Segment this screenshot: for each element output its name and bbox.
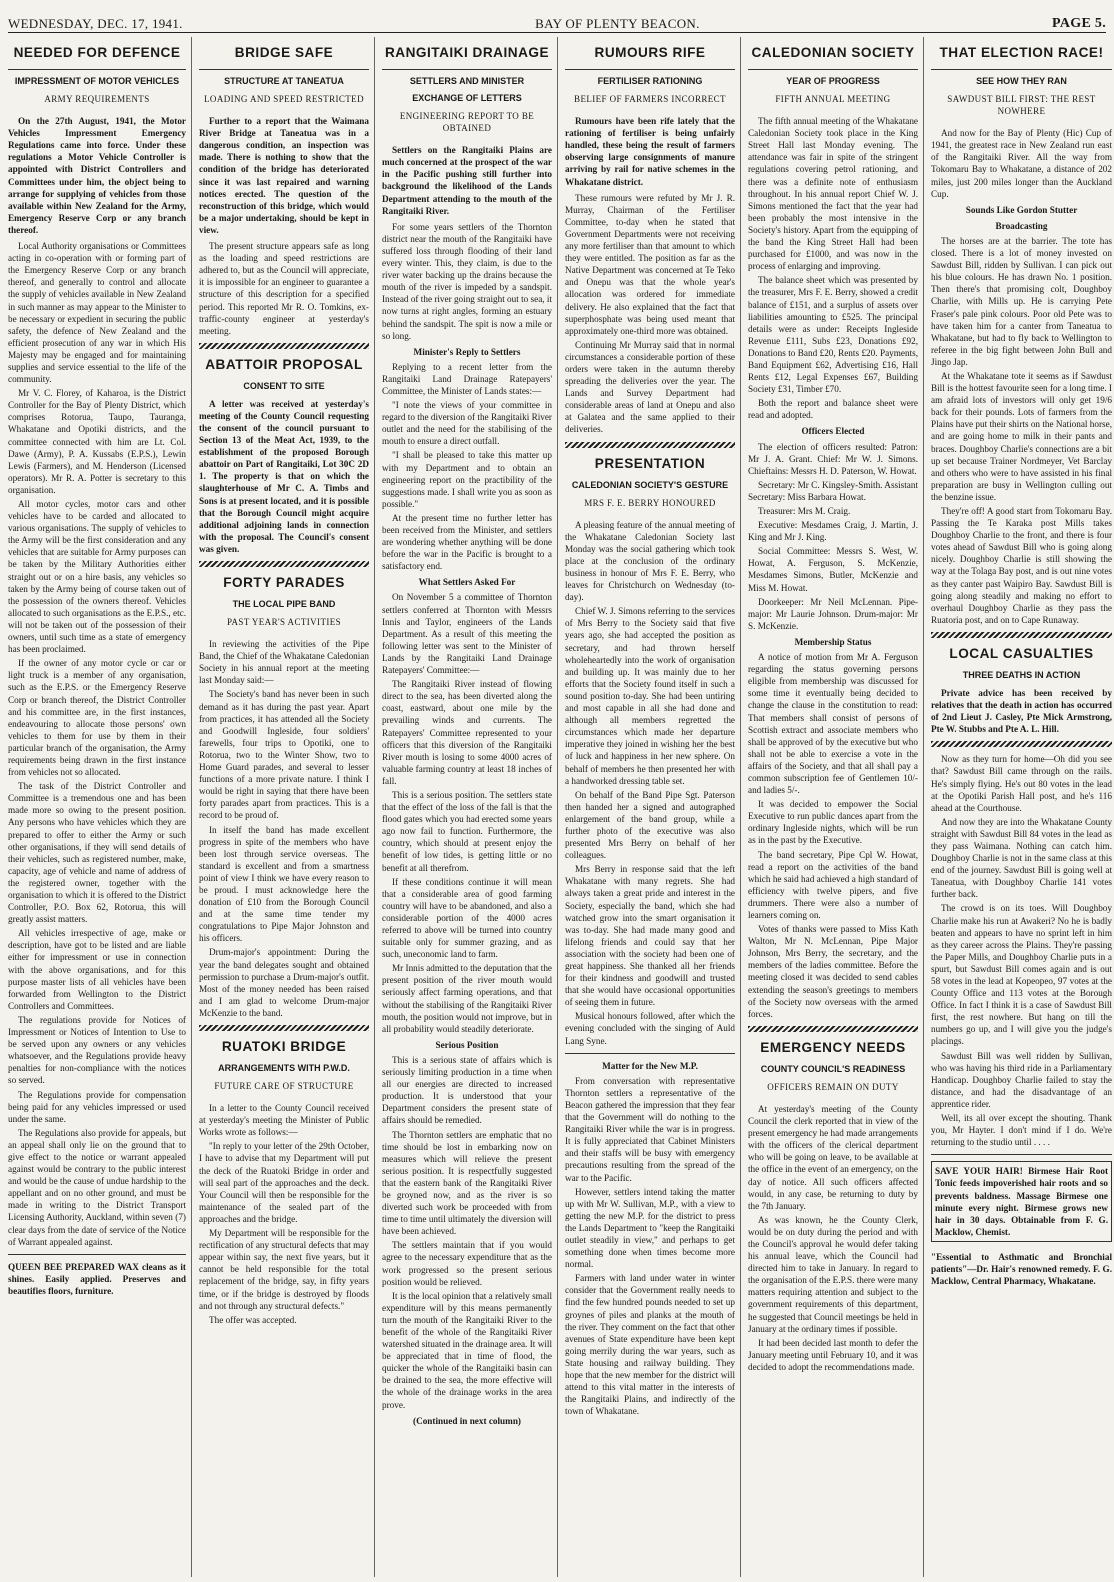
paragraph: And now for the Bay of Plenty (Hic) Cup of 1941, the greatest race in New Zealand run east of the Rangitaiki River. All the way from Tokomaru Bay to Whakatane, a distance of 202 miles, just 200 miles longer than the Auckland Cup. [931, 128, 1112, 199]
paragraph: The regulations provide for Notices of Impressment or Notices of Intention to Use to be served upon any owners or any vehicles whatsoever, and the Regulations provide heavy penalties for non-compliance with the notices so served. [8, 1014, 186, 1086]
section-heading: Sounds Like Gordon Stutter [965, 204, 1078, 215]
paragraph: The election of officers resulted: Patron: Mr J. A. Grant. Chief: Mr W. J. Simons. Chieftains: Messrs H. D. Paterson, W. Howat. [748, 441, 918, 476]
lead-paragraph: Private advice has been received by relatives that the death in action has occurred of 2nd Lieut J. Casley, Pte Mick Armstrong, Pte W. Stubbs and Pte A. L. Hill. [931, 687, 1112, 735]
headline-caledonian-society: CALEDONIAN SOCIETY [751, 45, 915, 60]
kicker: FUTURE CARE OF STRUCTURE [214, 1081, 354, 1091]
paragraph: Musical honours followed, after which the evening concluded with the singing of Auld Lang Syne. [565, 1011, 735, 1046]
paragraph: The task of the District Controller and Committee is a tremendous one and has been made more so owing to the present position. Any persons who have vehicles which they are prepared to offer to either the Army or such other organisations, if they will send details of their vehicles, such as registered number, make, capacity, age of vehicle and name of address of the registered owner, together with the organisation to which it is offered to the District Controller, P.O. Box 62, Rotorua, this will greatly assist matters. [8, 781, 186, 925]
paragraph: Mr V. C. Florey, of Kaharoa, is the District Controller for the Bay of Plenty District, which comprises Rotorua, Taupo, Tauranga, Whakatane and Opotiki districts, and the committee connected with him are Lt. Col. Dawe (Army), P. A. Kussabs (E.P.S.), Lewin Lewis (Farmers), and M. Henderson (Licensed operators). Mr R. A. Potter is secretary to this organisation. [8, 388, 186, 495]
paragraph: The Regulations provide for compensation being paid for any vehicles impressed or used under the same. [8, 1089, 186, 1124]
section-heading: Minister's Reply to Settlers [413, 346, 521, 357]
masthead [8, 6, 1106, 33]
advertisement-asthma-remedy: "Essential to Asthmatic and Bronchial patients"—Dr. Hair's renowned remedy. F. G. Macklow, Central Pharmacy, Whakatane. [931, 1252, 1112, 1287]
paragraph: Social Committee: Messrs S. West, W. Howat, A. Ferguson, S. McKenzie, Mesdames Simons, Butler, McKenzie and Miss M. Howat. [748, 546, 918, 593]
paragraph: It had been decided last month to defer the January meeting until February 10, and it was decided to adopt the recommendations made. [748, 1337, 918, 1372]
paragraph: It is the local opinion that a relatively small expenditure will by this means permanently turn the mouth of the Rangitaiki River to the benefit of the whole of the Rangitaiki River watershed situated in the drainage area. It will be appreciated that in time of flood, the quicker the whole of the Rangitaiki basin can be drained to the sea, the more effective will the whole of the drainage works in the area prove. [382, 1290, 552, 1410]
paragraph: The fifth annual meeting of the Whakatane Caledonian Society took place in the King Street Hall last Monday evening. The attendance was fair in spite of the stringent regulations covering petrol rationing, and there was a definite note of enthusiasm throughout. In his annual report Chief W. J. Simons mentioned the fact that the year had been probably the most intensive in the Society's history. Apart from the equipping of the band the King Street Hall had been purchased for £1000, and was now in the process of enlarging and improving. [748, 116, 918, 272]
subheadline: FERTILISER RATIONING [597, 76, 703, 86]
column-2 [199, 37, 375, 1577]
divider [565, 69, 735, 70]
divider [8, 1254, 186, 1255]
headline-forty-parades: FORTY PARADES [223, 575, 345, 590]
paragraph: If the owner of any motor cycle or car or light truck is a member of any organisation, such as the E.P.S. or the Emergency Reserve Corp or branch thereof, the District Controller and his committee are, in the first instances, endeavouring to allocate those persons' own vehicles to them for use by them in their particular branch of the organisation, the Army requirements being drawn in the first instance from vehicles not so allocated. [8, 658, 186, 778]
kicker: FIFTH ANNUAL MEETING [775, 94, 891, 104]
subheadline: STRUCTURE AT TANEATUA [224, 76, 344, 86]
paragraph: Chief W. J. Simons referring to the services of Mrs Berry to the Society said that five years ago, she had accepted the position as secretary, and had thrown herself wholeheartedly into the work of organisation and building up. It was mainly due to her efforts that the Society found itself in such a sound position to-day. She had been untiring and most capable in all she had done and although all members regretted the circumstances which made her departure imperative they joined in wishing her the best of luck and happiness in her new sphere. On behalf of members he then presented her with a handworked dressing table set. [565, 606, 735, 786]
kicker: OFFICERS REMAIN ON DUTY [767, 1081, 899, 1092]
column-1 [8, 37, 192, 1577]
paragraph: "I note the views of your committee in regard to the diversion of the Rangitaiki River outlet and the need for the stabilising of the mouth to ensure a direct outfall. [382, 400, 552, 447]
subheadline: ARRANGEMENTS WITH P.W.D. [218, 1063, 350, 1073]
section-heading: Matter for the New M.P. [602, 1060, 698, 1071]
paragraph: A notice of motion from Mr A. Ferguson regarding the status governing persons eligible from membership was discussed for some time it eventually being decided to change the clause in the constitution to read: That members shall consist of persons of Scottish extract and associate members who shall be approved of by the executive but who shall not be able to exercise a vote in the affairs of the Society, and that all shall pay a common subscription fee of Gentlemen 10/- and ladies 5/-. [748, 652, 918, 796]
divider [8, 69, 186, 70]
paragraph: On behalf of the Band Pipe Sgt. Paterson then handed her a signed and autographed enlargement of the band group, while a further photo of the executive was also presented Mrs Berry on behalf of her colleagues. [565, 789, 735, 861]
subheadline: YEAR OF PROGRESS [786, 76, 880, 86]
paragraph: From conversation with representative Thornton settlers a representative of the Beacon gathered the impression that they fear that the Government will do nothing to the Rangitaiki River while the war is in progress. It is fully appreciated that Cabinet Ministers and their staffs will be busy with emergency precautions resulting from the spread of the war to the Pacific. [565, 1075, 735, 1183]
paragraph: And now they are into the Whakatane County straight with Sawdust Bill 84 votes in the lead as they pass Waimana. Nothing can catch him. Doughboy Charlie is not in the same class at this end of the journey. Sawdust Bill is going well at Taneatua, with Doughboy Charlie 141 votes further back. [931, 816, 1112, 900]
paragraph: Drum-major's appointment: During the year the band delegates sought and obtained permission to purchase a Drum-major's outfit. Most of the money needed has been raised and I am glad to welcome Drum-major McKenzie to the band. [199, 947, 369, 1018]
section-heading: What Settlers Asked For [418, 577, 516, 588]
paragraph: Mrs Berry in response said that the left Whakatane with many regrets. She had always taken a great pride and interest in the Society, especially the band, which she had watched grow into the smart organisation it was to-day. She had made many good and lifelong friends and could say that her association with the society had been one of great happiness. She thanked all her friends for their kindness and goodwill and trusted that she would have occasional opportunities of seeing them in future. [565, 864, 735, 1008]
kicker: PAST YEAR'S ACTIVITIES [226, 617, 342, 627]
paragraph: All motor cycles, motor cars and other vehicles have to be carded and allocated to various organisations. The supply of vehicles to the Army will be the first consideration and any vehicles that are suitable for Army purposes can be taken by the Military Authorities either straight out or on a hire basis, any vehicles so taken by the Army being of course taken out of the possession of the owners thereof. Vehicles allocated to such organisations as the E.P.S., etc. will not be taken out of the possession of their owners, until such time as a state of emergency has been proclaimed. [8, 499, 186, 655]
headline-bridge-safe: BRIDGE SAFE [234, 45, 334, 60]
paragraph: The Regulations also provide for appeals, but an appeal shall only lie on the ground that to give effect to the notice or warrant appealed against would be contrary to the public interest and would be the cause of undue hardship to the appellant and on no other ground, and must be made in writing to the District Transport Licensing Authority, Auckland, within seven (7) clear days from the date of service of the Notice of Warrant appealed against. [8, 1127, 186, 1247]
headline-local-casualties: LOCAL CASUALTIES [949, 645, 1094, 661]
divider [931, 69, 1112, 70]
paragraph: In reviewing the activities of the Pipe Band, the Chief of the Whakatane Caledonian Society in his annual report at the meeting last Monday said:— [199, 639, 369, 686]
paragraph: The band secretary, Pipe Cpl W. Howat, read a report on the activities of the band which he said had achieved a high standard of efficiency with twelve pipers, and five drummers. There were also a number of learners coming on. [748, 849, 918, 920]
subheadline: THE LOCAL PIPE BAND [232, 599, 336, 609]
paragraph: This is a serious position. The settlers state that the effect of the loss of the fall is that the flood gates which you had erected some years ago now fail to function. Furthermore, the country, which should at present enjoy the benefit of low tides, is getting little or no benefit at all therefrom. [382, 789, 552, 873]
paragraph: The offer was accepted. [209, 1314, 297, 1325]
advertisement-hair-tonic: SAVE YOUR HAIR! Birmese Hair Root Tonic feeds impoverished hair roots and so prevents baldness. Massage Birmese one minute every night. Birmese grows new hair in 30 days. Obtainable from F. G. Macklow, Chemist. [931, 1161, 1112, 1242]
paragraph: They're off! A good start from Tokomaru Bay. Passing the Te Karaka post Mills takes Doughboy Charlie to the front, and there is four votes ahead of Sawdust Bill who is going along nicely. Doughboy Charlie is still showing the way at the Tolaga Bay post, and is out nine votes as they canter past Waipiro Bay. Sawdust Bill is going along steadily and making no effort to overhaul Doughboy Charlie as they pass the Ruatoria post, and on to Cape Runaway. [931, 506, 1112, 625]
paragraph: Now as they turn for home—Oh did you see that? Sawdust Bill came through on the rails. He's simply flying. He's out 80 votes in the lead at the Opotiki Parish Hall post, and he's 116 ahead at the Courthouse. [931, 754, 1112, 813]
paragraph: On November 5 a committee of Thornton settlers conferred at Thornton with Messrs Innis and Taylor, engineers of the Lands Department. As a result of this meeting the following letter was sent to the Minister of Lands by the Rangitaiki Land Drainage Ratepayers' Committee:— [382, 592, 552, 676]
article-columns [8, 37, 1112, 1577]
section-heading: Broadcasting [995, 220, 1048, 231]
paper-title: BAY OF PLENTY BEACON. [535, 16, 700, 31]
paragraph: Treasurer: Mrs M. Craig. [758, 506, 851, 516]
paragraph: The horses are at the barrier. The tote has closed. There is a lot of money invested on Sawdust Bill, ridden by Sullivan. I can pick out his blue colours. He has drawn No. 1 position. Then there's that promising colt, Doughboy Charlie, with Mills up. He is carrying Pete Fraser's pale pink colours. Poor old Pete was to have taken him for a canter from Taneatua to Whakatane, but had to fly back to Wellington to referee in the big fight between John Bull and Jingo Jap. [931, 235, 1112, 367]
paragraph: Executive: Mesdames Craig, J. Martin, J. King and Mr J. King. [748, 520, 918, 543]
headline-presentation: PRESENTATION [594, 455, 706, 471]
column-3 [382, 37, 558, 1577]
subheadline: CALEDONIAN SOCIETY'S GESTURE [571, 479, 729, 490]
paragraph: It was decided to empower the Social Executive to run public dances apart from the ordinary Ingleside nights, which will be run as in the past by the Executive. [748, 799, 918, 846]
divider [199, 69, 369, 70]
continuation-note: (Continued in next column) [413, 1415, 521, 1426]
paragraph: Secretary: Mr C. Kingsley-Smith. Assistant Secretary: Miss Barbara Howat. [748, 479, 918, 502]
paragraph: "In reply to your letter of the 29th October, I have to advise that my Department will put the deck of the Ruatoki Bridge in order and will seal part of the approaches and the deck. Your Council will then be responsible for the maintenance of the sealed part of the approaches and the bridge. [199, 1141, 369, 1224]
paragraph: If these conditions continue it will mean that a considerable area of good farming country will have to be abandoned, and also a considerable portion of the 4000 acres referred to above will be turned into country suitable only for summer grazing, and as such, uneconomic land to farm. [382, 876, 552, 960]
paragraph: At yesterday's meeting of the County Council the clerk reported that in view of the present emergency he had made arrangements with the officers of the clerical department who will be going on leave, to be available at the office in the event of an emergency, on the day of notice. All such officers affected would, in any case, be returning to duty by the 7th January. [748, 1103, 918, 1211]
paragraph: As was known, he the County Clerk, would be on duty during the period and with the Council's approval he would defer taking his annual leave, which the Council had directed him to take in January. In regard to the organisation of the E.P.S. there were many matters requiring attention and subject to the government requirements of this department, he suggested that Council meetings be held in January at the ordinary times if possible. [748, 1214, 918, 1334]
ornamental-divider [199, 1025, 369, 1031]
lead-paragraph: A letter was received at yesterday's meeting of the County Council requesting the consent of the council pursuant to Section 13 of the Meat Act, 1939, to the establishment of the proposed Borough abattoir on Part of Rangitaiki, Lot 30C 2D 1. The property is that on which the slaughterhouse of Mr C. A. Timbs and Sons is at present located, and it is possible that the Borough Council might acquire additional adjoining lands in connection with the proposal. The Council's consent was given. [199, 398, 369, 554]
section-heading: Officers Elected [801, 426, 865, 437]
issue-date: WEDNESDAY, DEC. 17, 1941. [8, 16, 183, 31]
headline-rumours-rife: RUMOURS RIFE [594, 45, 706, 60]
section-heading: Serious Position [435, 1039, 499, 1050]
paragraph: The balance sheet which was presented by the treasurer, Mrs F. E. Berry, showed a credit balance of £151, and a surplus of assets over liabilities amounting to £525. The principal details were as under: Receipts Ingleside Revenue £111, Subs £23, Donations £92, Donations to Band £20, Rents £20. Payments, Band Equipment £62, Advertising £16, Hall Rents £12, Legal Expenses £67, Building Society £31, Timber £70. [748, 275, 918, 395]
paragraph: Replying to a recent letter from the Rangitaiki Land Drainage Ratepayers' Committee, the Minister of Lands states:— [382, 361, 552, 396]
ornamental-divider [748, 1026, 918, 1032]
ornamental-divider [931, 632, 1112, 638]
headline-ruatoki-bridge: RUATOKI BRIDGE [221, 1039, 347, 1054]
paragraph: The Rangitaiki River instead of flowing direct to the sea, has been diverted along the coast, eastward, about one mile by the prevailing winds and currents. The Ratepayers' Committee represented to your officers that this diversion of the Rangitaiki River mouth is losing to some 4000 acres of valuable farming country at least 18 inches of fall. [382, 679, 552, 786]
lead-paragraph: Settlers on the Rangitaiki Plains are much concerned at the prospect of the war in the Pacific pushing still further into background the likelihood of the Lands Department attending to the mouth of the Rangitaiki River. [382, 145, 552, 216]
paragraph: Mr Innis admitted to the deputation that the present position of the river mouth would seriously affect farming operations, and that without the stabilising of the Rangitaiki River mouth, the position would not improve, but in all probability would steadily deteriorate. [382, 963, 552, 1034]
paragraph: At the present time no further letter has been received from the Minister, and settlers are wondering whether anything will be done before the war in the Pacific is brought to a satisfactory end. [382, 512, 552, 572]
paragraph: At the Whakatane tote it seems as if Sawdust Bill is the hottest favourite seen for a long time. I am afraid lots of investors will only get 19/6 back for their pounds. Lots of farmers from the Plains have put their shirts on the National horse, and are going home to milk in their pants and braces. Doughboy Charlie's connections are a bit up set because Trainer Nordmeyer, Vet Barclay and others who were to have assisted in his final preparation are busy in Wellington culling out the benzine issue. [931, 370, 1112, 502]
paragraph: Continuing Mr Murray said that in normal circumstances a considerable portion of these orders were taken in the autumn thereby spreading the deliveries over the year. The Lands and Survey Department had considerable areas of land at Onepu and also at Galatea and the same applied to their deliveries. [565, 339, 735, 435]
divider [931, 1154, 1112, 1155]
headline-emergency-needs: EMERGENCY NEEDS [760, 1039, 906, 1055]
paragraph: The present structure appears safe as long as the loading and speed restrictions are adhered to, but as the Council will appreciate, it is impossible for an engineer to guarantee a structure of this description for a specified period. This reported Mr R. O. Tomkins, ex-traffic-county engineer at yesterday's meeting. [199, 241, 369, 336]
column-4 [565, 37, 741, 1577]
subheadline: SETTLERS AND MINISTER [409, 76, 525, 86]
paragraph: However, settlers intend taking the matter up with Mr W. Sullivan, M.P., with a view to getting the new M.P. for the district to press the Lands Department to "keep the Rangitaiki outlet steadily in view," and perhaps to get something done when times become more normal. [565, 1186, 735, 1270]
lead-paragraph: Further to a report that the Waimana River Bridge at Taneatua was in a dangerous condition, an inspection was made. There is nothing to show that the condition of the bridge has deteriorated since it was last repaired and warning notices erected. The question of the reconstruction of this bridge, which would be a major undertaking, should be kept in view. [199, 116, 369, 235]
divider [748, 69, 918, 70]
ornamental-divider [931, 741, 1112, 747]
paragraph: Votes of thanks were passed to Miss Kath Walton, Mr N. McLennan, Pipe Major Johnson, Mrs Berry, the secretary, and the members of the ladies committee. Before the meeting closed it was decided to send cables extending the season's greetings to members of the Society now overseas with the armed forces. [748, 924, 918, 1019]
paragraph: Doorkeeper: Mr Neil McLennan. Pipe-major: Mr Laurie Johnson. Drum-major: Mr S. McKenzie. [748, 596, 918, 631]
column-6 [931, 37, 1114, 1577]
ornamental-divider [565, 442, 735, 448]
section-heading: Membership Status [794, 636, 872, 647]
subheadline: SEE HOW THEY RAN [976, 76, 1067, 86]
page-number: PAGE 5. [1052, 16, 1106, 31]
paragraph: The Society's band has never been in such demand as it has during the past year. Apart from practices, it has attended all the Society and Goodwill Ingleside, four soldiers' farewells, four trips to Opotiki, one to Rotorua, two to the Winter Show, two to Home Guard parades, and several to lesser functions of a more private nature. I think I would be right in saying that there have been forty parades apart from practices. This is a record to be proud of. [199, 689, 369, 821]
subheadline: THREE DEATHS IN ACTION [962, 669, 1081, 680]
kicker: ENGINEERING REPORT TO BE OBTAINED [399, 111, 535, 134]
paragraph: Farmers with land under water in winter consider that the Government really needs to find the few hundred pounds needed to set up groynes of piles and planks at the mouth of the river. They comment on the fact that other avenues of State expenditure have been kept going merrily during the war years, such as State housing and railway building. They hope that the new member for the district will attend to this vital matter in the interests of the Rangitaiki Plains, and indirectly of the town of Whakatane. [565, 1273, 735, 1417]
paragraph: These rumours were refuted by Mr J. R. Murray, Chairman of the Fertiliser Committee, to-day when he stated that Government Departments were not receiving any more fertiliser than that amount to which they were entitled. The position as far as the Native Department was concerned at Te Teko and Onepu was that the whole year's allocation was ordered for immediate delivery. He also explained that the fact that superphosphate was being used meant that approximately one-third more was obtained. [565, 192, 735, 336]
kicker: LOADING AND SPEED RESTRICTED [204, 94, 364, 104]
paragraph: "I shall be pleased to take this matter up with my Department and to obtain an engineering report on the practibility of the suggestions made. I shall write you as soon as possible." [382, 450, 552, 509]
headline-rangitaiki-drainage: RANGITAIKI DRAINAGE [384, 45, 550, 60]
paragraph: All vehicles irrespective of age, make or description, have got to be listed and are liable either for impressment or use in connection with the above organisations, and for this purpose master lists of all vehicles have been forwarded from Wellington to the District Controllers and Committees. [8, 928, 186, 1011]
divider [382, 69, 552, 70]
paragraph: For some years settlers of the Thornton district near the mouth of the Rangitaiki have suffered loss through flooding of their land every winter. This, they claim, is due to the river water backing up the drains because the mouth of the river is impeded by a sandspit. Instead of the river going straight out to sea, it now turns at right angles, forming an estuary behind the sandspit. The spit is now a mile or so long. [382, 221, 552, 341]
paragraph: Local Authority organisations or Committees acting in co-operation with or forming part of the Emergency Reserve Corp or any branch thereof, and generally to control and allocate the supply of vehicles available in New Zealand in such manner as may appear to the Minister to be necessary or expedient in securing the public safety, the defence of New Zealand and the efficient prosecution of any war in which His Majesty may be engaged and for maintaining supplies and service essential to the life of the community. [8, 241, 186, 385]
paragraph: A pleasing feature of the annual meeting of the Whakatane Caledonian Society last Monday was the social gathering which took place at the conclusion of the ordinary business in honour of Mrs F. E. Berry, who leaves for Christchurch on Wednesday (to-day). [565, 519, 735, 603]
headline-abattoir-proposal: ABATTOIR PROPOSAL [205, 356, 363, 372]
paragraph: Well, its all over except the shouting. Thank you, Mr Hayter. I don't mind if I do. We're returning to the studio until . . . . [931, 1113, 1112, 1148]
ornamental-divider [199, 343, 369, 349]
advertisement-queen-bee-wax: QUEEN BEE PREPARED WAX cleans as it shines. Easily applied. Preserves and beautifies floors, furniture. [8, 1261, 186, 1296]
paragraph: Both the report and balance sheet were read and adopted. [748, 398, 918, 421]
subheadline: EXCHANGE OF LETTERS [412, 93, 522, 103]
paragraph: Sawdust Bill was well ridden by Sullivan, who was having his third ride in a Parliamentary Handicap. Doughboy Charlie failed to stay the distance, and had the disadvantage of an apprentice rider. [931, 1050, 1112, 1109]
divider [565, 1053, 735, 1054]
kicker: ARMY REQUIREMENTS [44, 94, 150, 104]
paragraph: In a letter to the County Council received at yesterday's meeting the Minister of Public Works wrote as follows:— [199, 1103, 369, 1138]
subheadline: COUNTY COUNCIL'S READINESS [760, 1063, 906, 1074]
paragraph: This is a serious state of affairs which is seriously limiting production in a time when all our energies are directed to increased production. It is understood that your Department considers the present state of affairs should be remedied. [382, 1054, 552, 1126]
subheadline: CONSENT TO SITE [243, 380, 325, 391]
paragraph: In itself the band has made excellent progress in spite of the members who have been lost through service overseas. The standard is excellent and from a smartness point of view I think we have every reason to be proud. I must acknowledge here the donation of £10 from the Borough Council and at the same time tender my congratulations to Pipe Major Johnston and his officers. [199, 824, 369, 944]
headline-that-election-race: THAT ELECTION RACE! [939, 45, 1104, 60]
paragraph: The settlers maintain that if you would agree to the necessary expenditure that as the work progressed so the present serious position would be relieved. [382, 1240, 552, 1287]
kicker: MRS F. E. BERRY HONOURED [584, 497, 716, 508]
kicker: BELIEF OF FARMERS INCORRECT [574, 94, 726, 104]
kicker: SAWDUST BILL FIRST: THE REST NOWHERE [947, 94, 1096, 117]
column-5 [748, 37, 924, 1577]
paragraph: The Thornton settlers are emphatic that no time should be lost in embarking now on measures which will relieve the present serious position. It is respectfully suggested that the eastern bank of the Rangitaiki River be groyned now, and as the river is so diverted such work be proceeded with from time to time until ultimately the diversion will have been achieved. [382, 1129, 552, 1237]
headline-needed-for-defence: NEEDED FOR DEFENCE [13, 45, 181, 60]
subheadline: IMPRESSMENT OF MOTOR VEHICLES [14, 76, 180, 86]
paragraph: My Department will be responsible for the rectification of any structural defects that may appear within say, the next five years, but it cannot be held responsible for the total replacement of the bridge, say, in fifty years time, or if the bridge is destroyed by floods and not through any structural defects." [199, 1228, 369, 1311]
paragraph: The crowd is on its toes. Will Doughboy Charlie make his run at Awakeri? No he is badly beaten and appears to have no sprint left in him as they career across the Plains. They're passing the Paper Mills, and Doughboy Charlie puts in a spurt, but Sawdust Bill comes again and is out 58 votes in the lead at Kopeopeo, 97 votes at the County Office and 113 votes at the Borough Office. In fact I think it is a case of Sawdust Bill first, the rest nowhere. But hang on till the numbers go up, and I will give you the judge's placings. [931, 903, 1112, 1047]
lead-paragraph: On the 27th August, 1941, the Motor Vehicles Impressment Emergency Regulations came into force. Under these regulations a Motor Vehicle Controller is appointed with District Controllers and Committees under him, the object being to arrange for supplying of vehicles from those available within New Zealand for the Army, Emergency Reserve Corp or any branch thereof. [8, 116, 186, 235]
ornamental-divider [199, 561, 369, 567]
lead-paragraph: Rumours have been rife lately that the rationing of fertiliser is being unfairly handled, these being the result of farmers observing large consignments of manure arriving by rail for native schemes in the Whakatane district. [565, 116, 735, 187]
